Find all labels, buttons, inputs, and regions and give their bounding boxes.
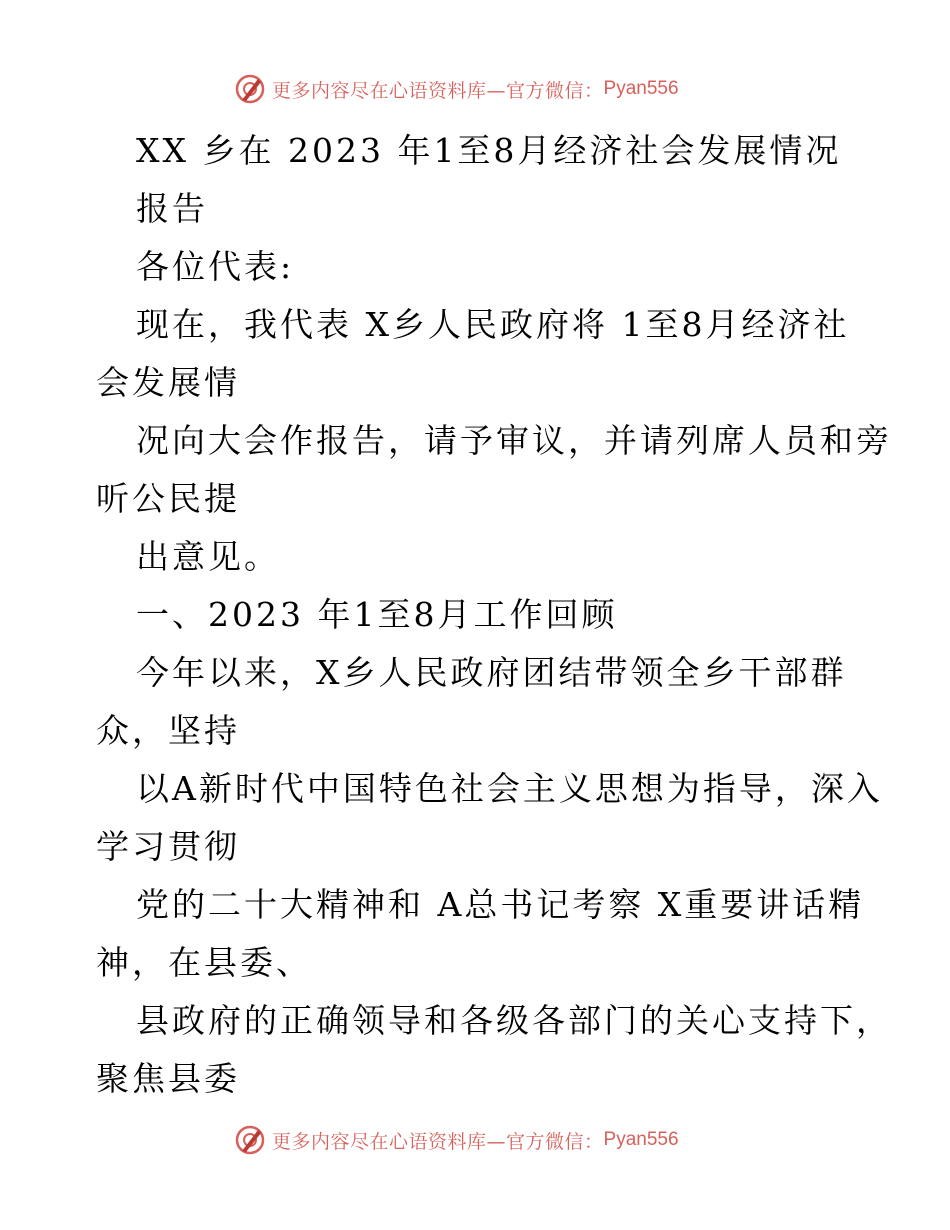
text-line: 县政府的正确领导和各级各部门的关心支持下，	[136, 1001, 892, 1040]
quill-logo-icon	[234, 73, 266, 105]
text-line: 神，在县委、	[96, 943, 312, 982]
document-body	[96, 122, 896, 1108]
text-line: XX 乡在 2023 年1至8月经济社会发展情况	[136, 131, 842, 170]
text-line: 一、2023 年1至8月工作回顾	[136, 595, 618, 634]
watermark-text: 更多内容尽在心语资料库—官方微信：	[272, 79, 604, 102]
watermark-wechat-id: Pyan556	[603, 1129, 679, 1150]
text-line: 以A新时代中国特色社会主义思想为指导，深入	[136, 769, 883, 808]
text-line: 现在，我代表 X乡人民政府将 1至8月经济社	[136, 305, 850, 344]
text-line: 况向大会作报告，请予审议，并请列席人员和旁	[136, 421, 892, 460]
text-line: 听公民提	[96, 479, 240, 518]
text-line: 众，坚持	[96, 711, 240, 750]
text-line: 出意见。	[136, 537, 280, 576]
text-line: 学习贯彻	[96, 827, 240, 866]
header-watermark	[234, 72, 679, 106]
text-line: 会发展情	[96, 363, 240, 402]
text-line: 各位代表:	[136, 247, 295, 286]
quill-logo-icon	[234, 1124, 266, 1156]
footer-watermark	[234, 1123, 679, 1157]
text-line: 聚焦县委	[96, 1059, 240, 1098]
text-line: 报告	[136, 189, 208, 228]
text-line: 党的二十大精神和 A总书记考察 X重要讲话精	[136, 885, 865, 924]
watermark-wechat-id: Pyan556	[603, 78, 679, 99]
watermark-text: 更多内容尽在心语资料库—官方微信：	[272, 1130, 604, 1153]
text-line: 今年以来，X乡人民政府团结带领全乡干部群	[136, 653, 847, 692]
